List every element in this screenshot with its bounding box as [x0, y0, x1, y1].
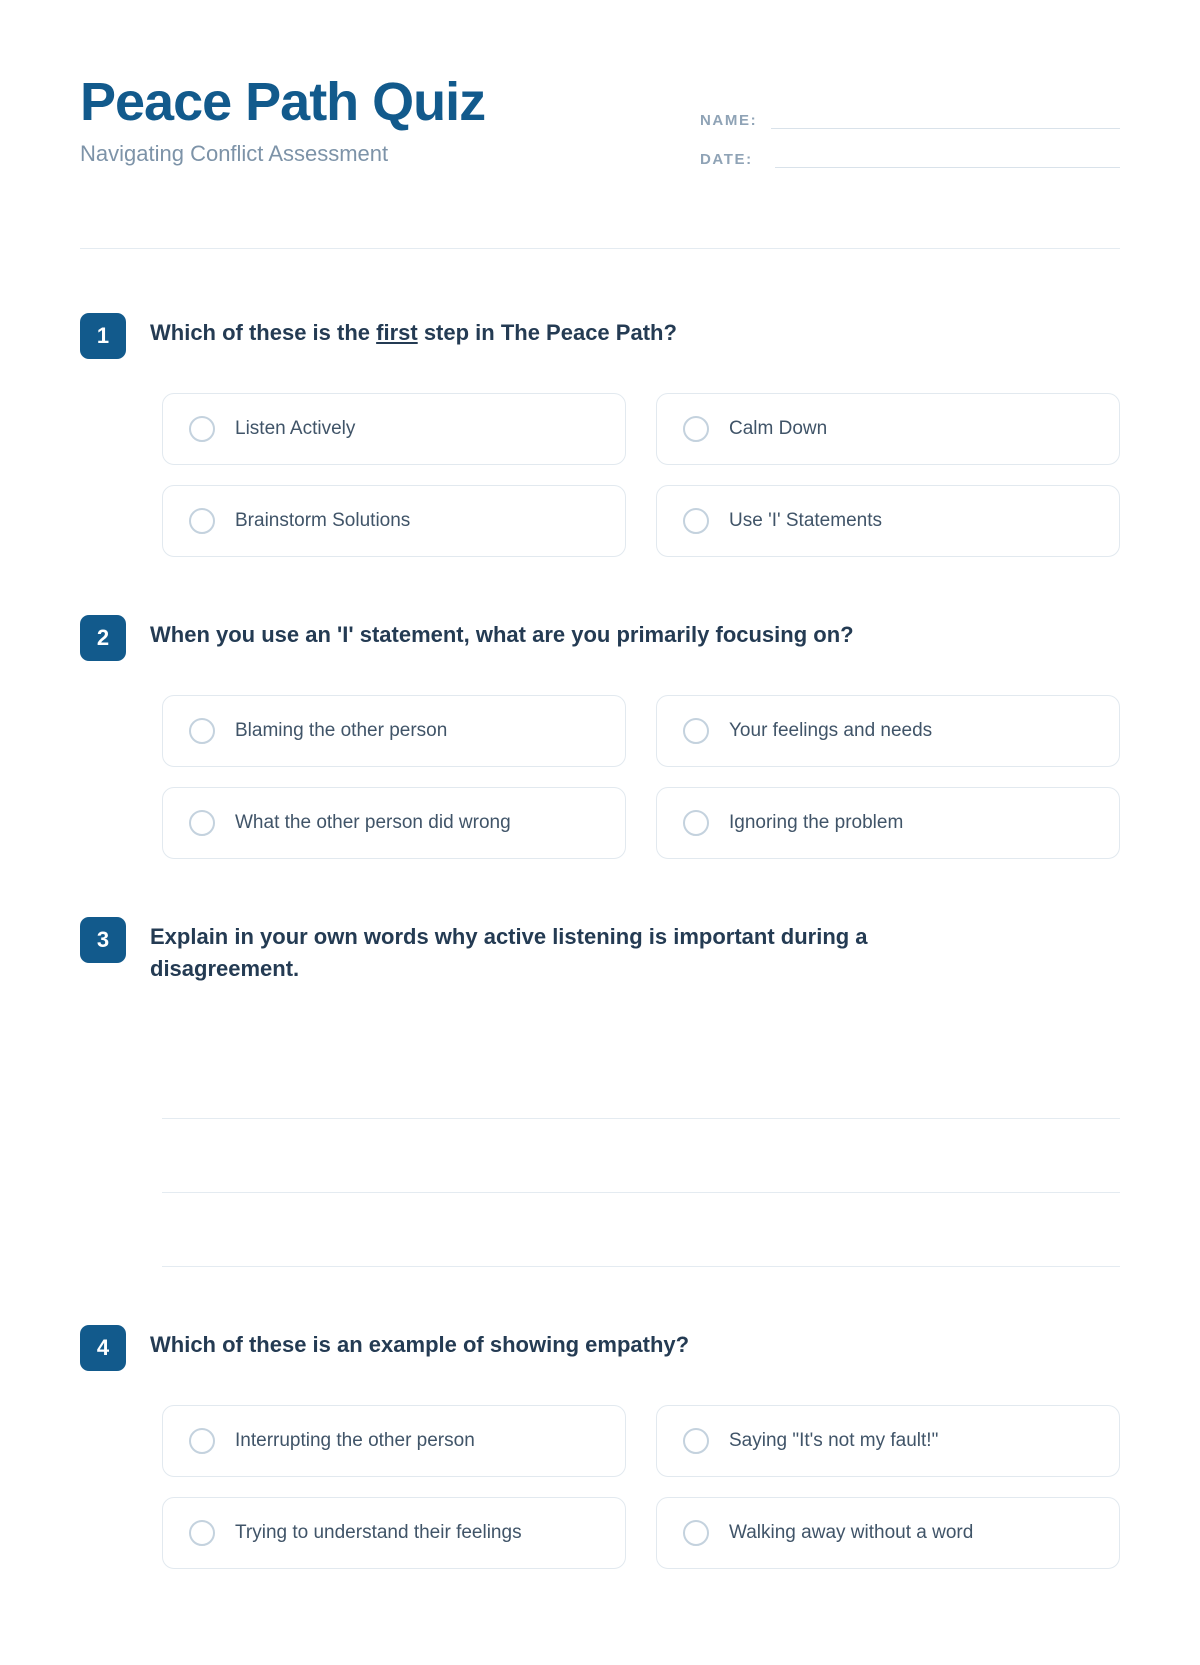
option-label: What the other person did wrong [235, 812, 511, 833]
date-label: DATE: [700, 151, 753, 168]
question-3-text: Explain in your own words why active listening is important during a disagreement. [150, 924, 868, 981]
option-label: Interrupting the other person [235, 1429, 475, 1451]
question-2-head [80, 613, 1120, 661]
title-block [80, 70, 485, 167]
question-4 [80, 1323, 1120, 1569]
question-2-options [162, 695, 1120, 859]
date-field-row [700, 151, 1120, 168]
answer-line[interactable] [162, 1045, 1120, 1119]
option-item[interactable] [162, 1497, 626, 1569]
question-4-text: Which of these is an example of showing empathy? [150, 1331, 690, 1357]
radio-icon[interactable] [189, 1428, 215, 1454]
option-item[interactable] [656, 1405, 1120, 1477]
option-item[interactable] [656, 485, 1120, 557]
radio-icon[interactable] [189, 1520, 215, 1546]
option-item[interactable] [656, 695, 1120, 767]
question-1 [80, 311, 1120, 557]
option-label: Ignoring the problem [729, 812, 904, 833]
radio-icon[interactable] [683, 416, 709, 442]
question-3 [80, 915, 1120, 1267]
question-1-text-before: Which of these is the [150, 320, 377, 345]
questions-list [80, 311, 1120, 1569]
radio-icon[interactable] [683, 508, 709, 534]
radio-icon[interactable] [683, 1428, 709, 1454]
question-3-answer-area[interactable] [162, 1045, 1120, 1267]
name-label: NAME: [700, 112, 758, 129]
option-label: Brainstorm Solutions [235, 510, 411, 531]
student-meta-fields [700, 70, 1120, 190]
answer-line[interactable] [162, 1193, 1120, 1267]
option-item[interactable] [162, 393, 626, 465]
option-label: Walking away without a word [729, 1521, 974, 1543]
date-input-line[interactable] [775, 152, 1120, 168]
radio-icon[interactable] [683, 810, 709, 836]
question-2 [80, 613, 1120, 859]
question-1-text [150, 311, 677, 349]
option-item[interactable] [162, 485, 626, 557]
question-4-head [80, 1323, 1120, 1371]
name-input-line[interactable] [771, 113, 1120, 129]
option-item[interactable] [162, 787, 626, 859]
question-3-number: 3 [80, 917, 126, 963]
question-2-text: When you use an 'I' statement, what are you primarily focusing on? [150, 622, 854, 647]
header-divider [80, 248, 1120, 249]
question-1-options [162, 393, 1120, 557]
option-label: Saying "It's not my fault!" [729, 1429, 939, 1451]
option-label: Listen Actively [235, 418, 356, 439]
question-4-options [162, 1405, 1120, 1569]
radio-icon[interactable] [189, 810, 215, 836]
option-item[interactable] [656, 393, 1120, 465]
question-4-number: 4 [80, 1325, 126, 1371]
option-label: Calm Down [729, 418, 828, 439]
page-title: Peace Path Quiz [80, 72, 486, 132]
option-item[interactable] [656, 1497, 1120, 1569]
question-1-text-emphasis: first [376, 320, 418, 345]
question-3-head [80, 915, 1120, 985]
radio-icon[interactable] [189, 508, 215, 534]
question-1-text-after: step in The Peace Path? [417, 320, 677, 345]
question-2-number: 2 [80, 615, 126, 661]
page-header [80, 70, 1120, 190]
option-label: Blaming the other person [235, 720, 448, 741]
option-item[interactable] [162, 1405, 626, 1477]
option-label: Your feelings and needs [729, 720, 933, 741]
option-label: Trying to understand their feelings [235, 1521, 522, 1543]
answer-line[interactable] [162, 1119, 1120, 1193]
question-1-number: 1 [80, 313, 126, 359]
question-1-head [80, 311, 1120, 359]
page-subtitle: Navigating Conflict Assessment [80, 140, 389, 166]
radio-icon[interactable] [683, 718, 709, 744]
radio-icon[interactable] [683, 1520, 709, 1546]
radio-icon[interactable] [189, 416, 215, 442]
option-item[interactable] [656, 787, 1120, 859]
name-field-row [700, 112, 1120, 129]
radio-icon[interactable] [189, 718, 215, 744]
option-item[interactable] [162, 695, 626, 767]
option-label: Use 'I' Statements [729, 510, 882, 531]
